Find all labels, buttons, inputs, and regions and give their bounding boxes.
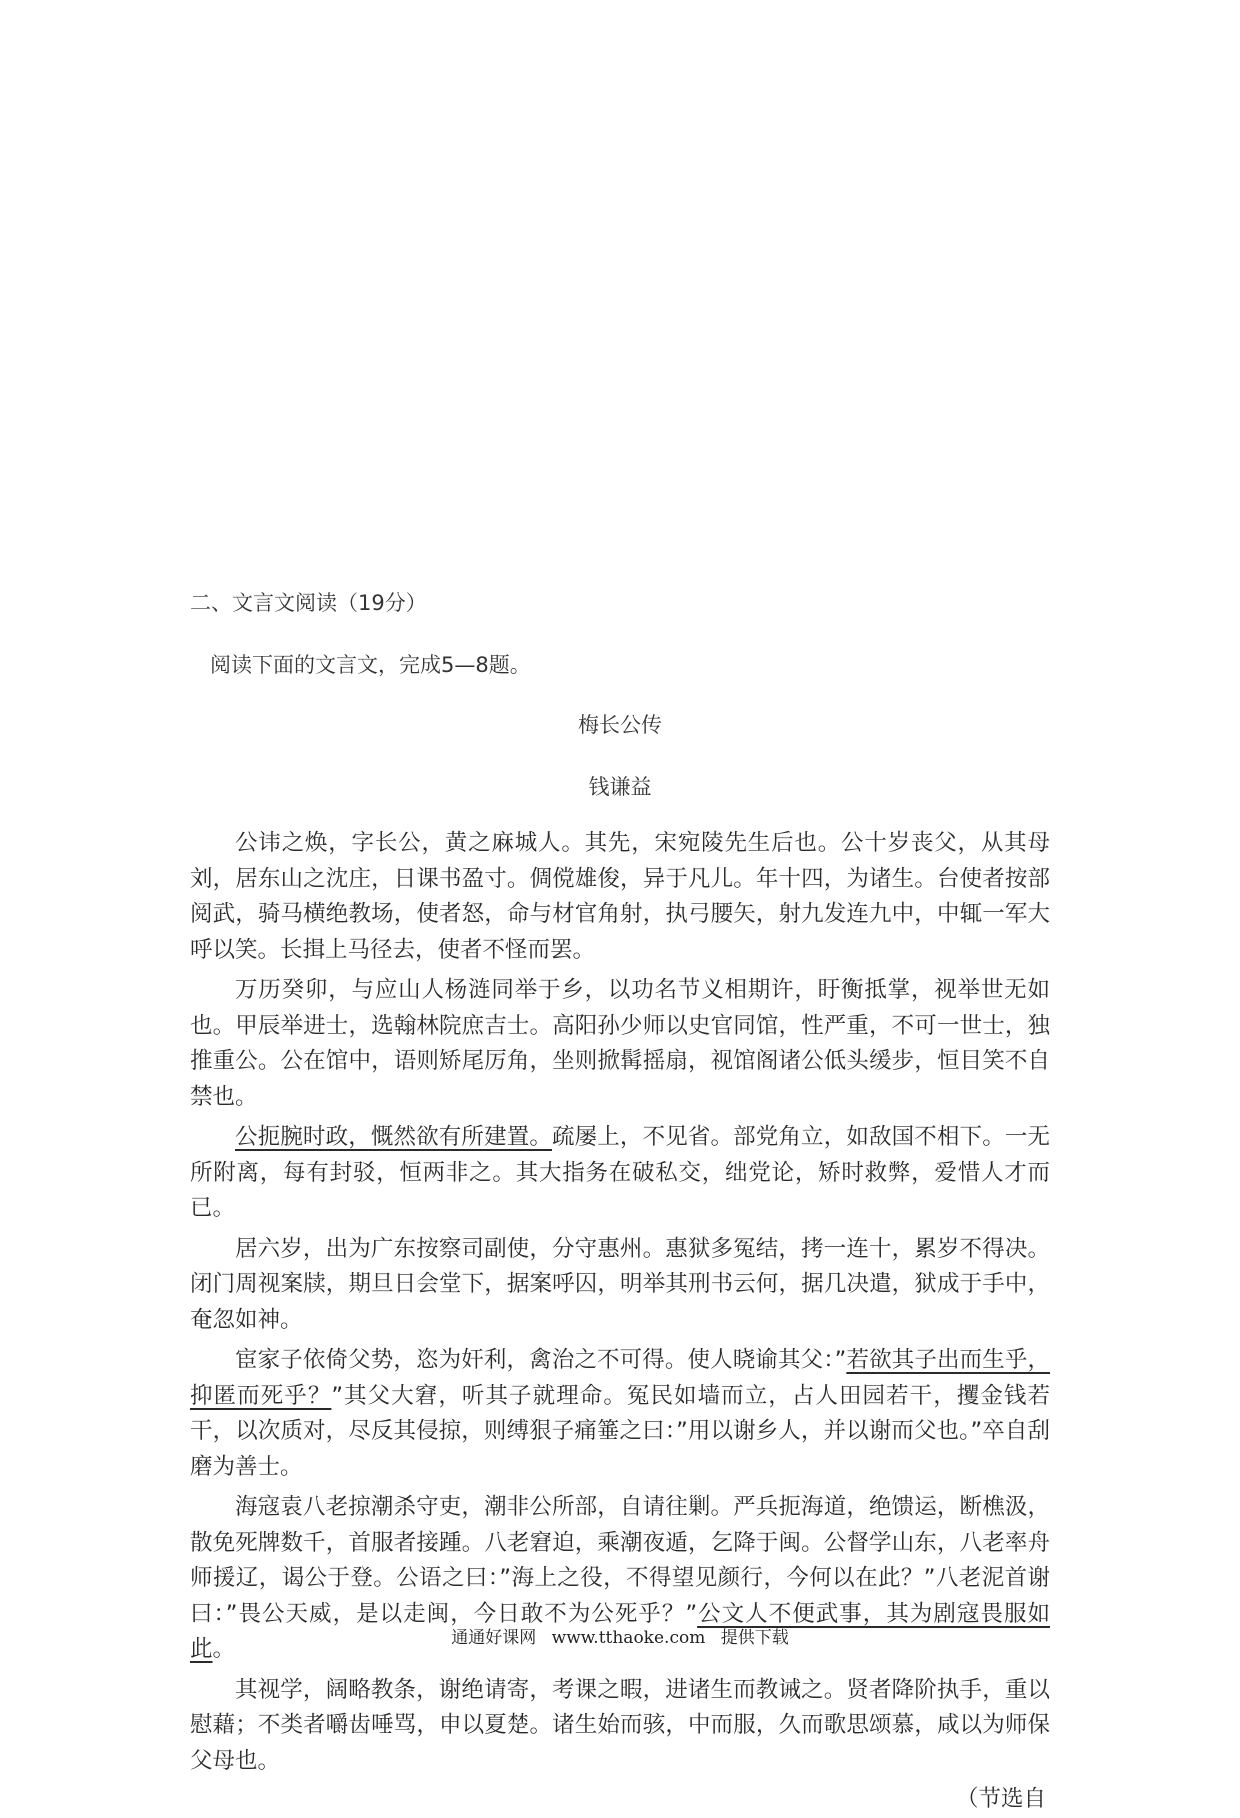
paragraph-text: 。 [212, 1636, 236, 1662]
paragraph-text: 居六岁，出为广东按察司副使，分守惠州。惠狱多冤结，拷一连十，累岁不得决。闭门周视案牍，期旦日会堂下，据案呼囚，明举其刑书云何，据几决遣，狱成于手中，奄忽如神。 [190, 1235, 1050, 1333]
paragraph-text: 疏屡上，不见省。部党角立，如敌国不相下。一无所附离，每有封驳，恒两非之。其大指务在破私交，绌党论，矫时救弊，爱惜人才而已。 [190, 1124, 1050, 1221]
paragraph-text: ”其父大窘，听其子就理命。冤民如墙而立，占人田园若干，攫金钱若干，以次质对，尽反其侵掠，则缚狠子痛箠之曰：”用以谢乡人，并以谢而父也。”卒自刮磨为善士。 [190, 1382, 1050, 1480]
footer-note: 提供下载 [720, 1628, 789, 1648]
article-paragraph [190, 826, 1050, 968]
paragraph-text: 宦家子依倚父势，恣为奸利，禽治之不可得。使人晓谕其父：” [235, 1347, 847, 1373]
paragraph-text: 公讳之焕，字长公，黄之麻城人。其先，宋宛陵先生后也。公十岁丧父，从其母刘，居东山之沈庄，日课书盈寸。倜傥雄俊，异于凡儿。年十四，为诸生。台使者按部阅武，骑马横绝教场，使者怒，命与材官角射，执弓腰矢，射九发连九中，中辄一军大呼以笑。长揖上马径去，使者不怪而罢。 [190, 830, 1050, 963]
source-citation: （节选自 [955, 1786, 1046, 1812]
footer-site-name: 通通好课网 [451, 1628, 537, 1648]
reading-instruction: 阅读下面的文言文，完成5—8题。 [210, 653, 531, 677]
article-title: 梅长公传 [578, 713, 662, 737]
article-paragraph [190, 1232, 1050, 1339]
article-body [190, 826, 1050, 1818]
paragraph-text: 其视学，阔略教条，谢绝请寄，考课之暇，进诸生而教诫之。贤者降阶执手，重以慰藉；不类者嚼齿唾骂，申以夏楚。诸生始而骇，中而服，久而歌思颂慕，咸以为师保父母也。 [190, 1676, 1050, 1774]
article-paragraph [190, 1120, 1050, 1227]
underlined-sentence: 公文人不便武事，其为剧寇畏服如此 [190, 1600, 1050, 1662]
footer-url[interactable]: www.tthaoke.com [551, 1628, 706, 1648]
section-heading: 二、文言文阅读（19分） [190, 591, 427, 615]
paragraph-text: 万历癸卯，与应山人杨涟同举于乡，以功名节义相期许，盱衡抵掌，视举世无如也。甲辰举进士，选翰林院庶吉士。高阳孙少师以史官同馆，性严重，不可一世士，独推重公。公在馆中，语则矫尾厉角，坐则掀髯摇扇，视馆阁诸公低头缓步，恒目笑不自禁也。 [190, 977, 1050, 1110]
paragraph-text: 海寇袁八老掠潮杀守吏，潮非公所部，自请往剿。严兵扼海道，绝馈运，断樵汲，散免死牌数千，首服者接踵。八老窘迫，乘潮夜遁，乞降于闽。公督学山东，八老率舟师援辽，谒公于登。公语之曰：”海上之役，不得望见颜行，今何以在此？”八老泥首谢曰：”畏公天威，是以走闽，今日敢不为公死乎？” [190, 1494, 1050, 1627]
article-paragraph [190, 973, 1050, 1115]
underlined-sentence: 若欲其子出而生乎，抑匿而死乎？ [190, 1347, 1050, 1409]
page-footer [0, 1626, 1240, 1650]
underlined-sentence: 公扼腕时政，慨然欲有所建置。 [235, 1124, 552, 1150]
article-paragraph [190, 1673, 1050, 1780]
article-author: 钱谦益 [588, 775, 652, 799]
article-paragraph [190, 1343, 1050, 1485]
